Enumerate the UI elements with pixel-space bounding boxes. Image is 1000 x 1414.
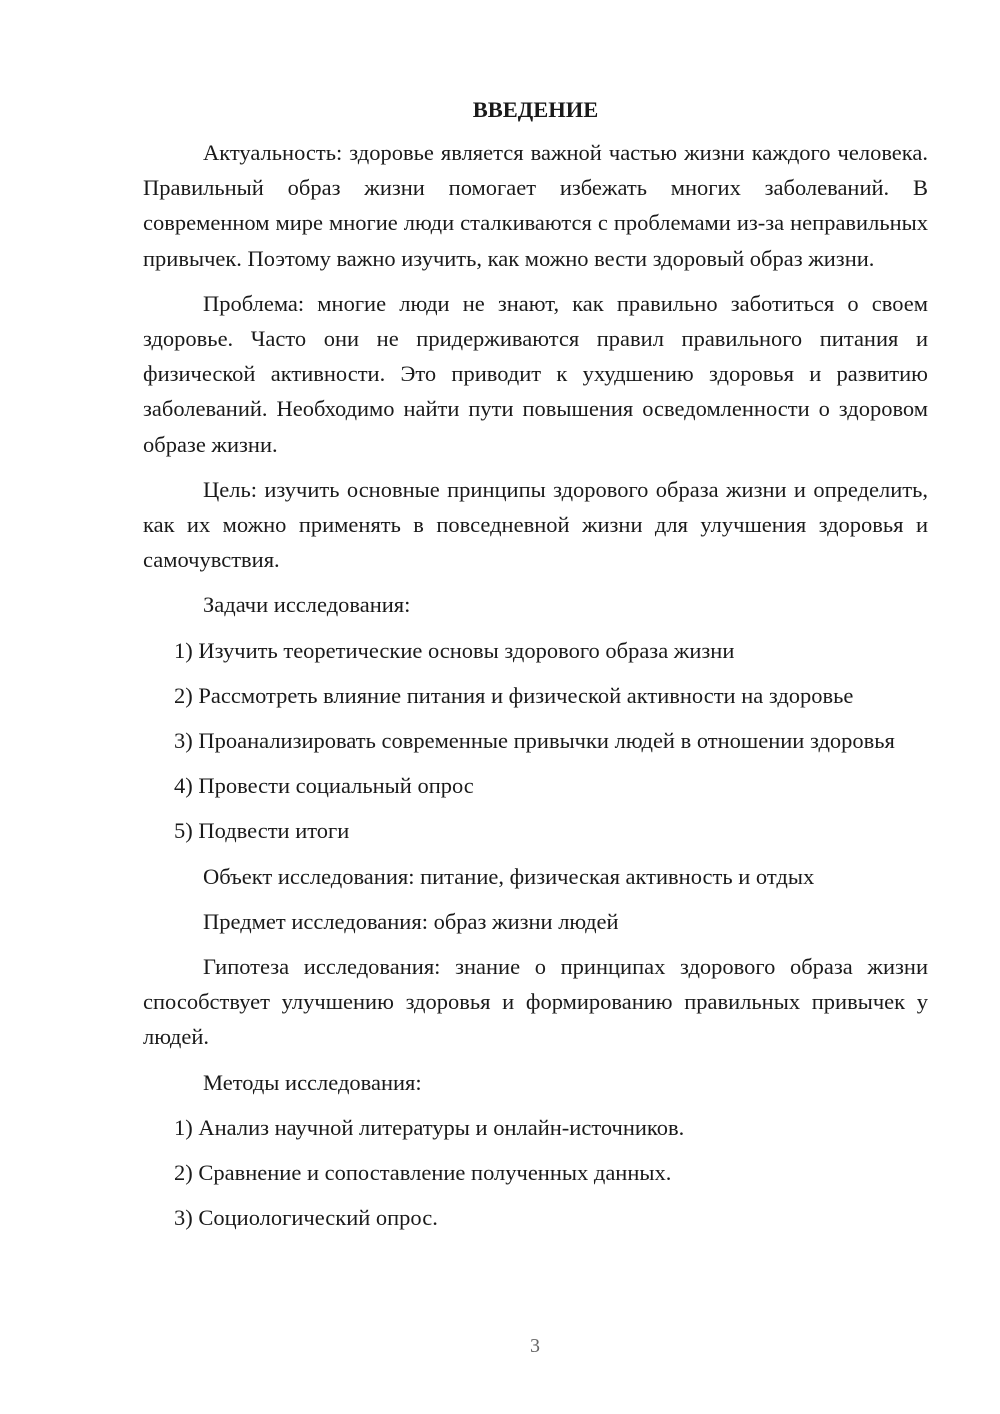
relevance-paragraph: Актуальность: здоровье является важной частью жизни каждого человека. Правильный образ жизни помогает избежать многих заболеваний. В современном мире многие люди сталкиваются с проблемами из-за неправильных привычек. Поэтому важно изучить, как можно вести здоровый образ жизни. [143, 140, 928, 271]
research-object: Объект исследования: питание, физическая активность и отдых [203, 863, 815, 889]
method-item: 3) Социологический опрос. [174, 1205, 438, 1231]
method-item: 1) Анализ научной литературы и онлайн-источников. [174, 1114, 685, 1140]
methods-heading: Методы исследования: [203, 1069, 422, 1095]
task-item: 2) Рассмотреть влияние питания и физической активности на здоровье [174, 682, 854, 708]
document-page [143, 95, 928, 1245]
task-item: 5) Подвести итоги [174, 818, 350, 844]
task-item: 1) Изучить теоретические основы здорового образа жизни [174, 637, 735, 663]
task-item: 3) Проанализировать современные привычки людей в отношении здоровья [174, 728, 895, 754]
research-subject: Предмет исследования: образ жизни людей [203, 908, 619, 934]
problem-paragraph: Проблема: многие люди не знают, как правильно заботиться о своем здоровье. Часто они не придерживаются правил правильного питания и физической активности. Это приводит к ухудшению здоровья и развитию заболеваний. Необходимо найти пути повышения осведомленности о здоровом образе жизни. [143, 290, 928, 457]
method-item: 2) Сравнение и сопоставление полученных данных. [174, 1160, 672, 1186]
page-title: ВВЕДЕНИЕ [472, 97, 599, 122]
goal-paragraph: Цель: изучить основные принципы здорового образа жизни и определить, как их можно применять в повседневной жизни для улучшения здоровья и самочувствия. [143, 476, 928, 573]
tasks-heading: Задачи исследования: [203, 592, 411, 618]
hypothesis-paragraph: Гипотеза исследования: знание о принципах здорового образа жизни способствует улучшению здоровья и формированию правильных привычек у людей. [143, 954, 928, 1050]
task-item: 4) Провести социальный опрос [174, 773, 474, 799]
page-number: 3 [530, 1335, 540, 1357]
